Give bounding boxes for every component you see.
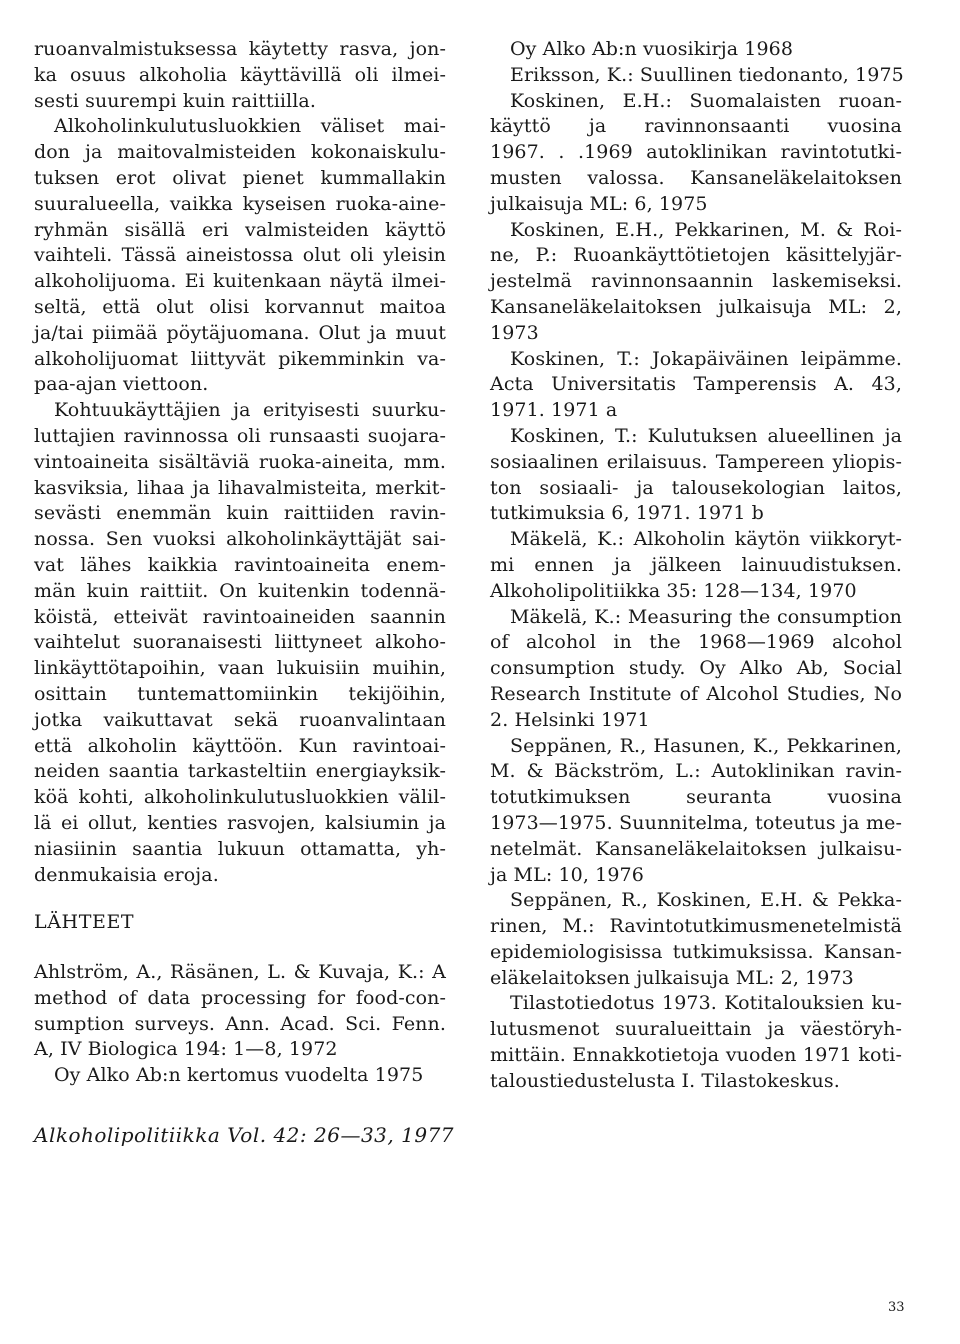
reference-line: ja ML: 10, 1976 bbox=[490, 863, 644, 886]
body-line: nossa. Sen vuoksi alkoholinkäyttäjät sai- bbox=[34, 528, 446, 551]
reference-line: jestelmä ravinnonsaannin laskemiseksi. bbox=[490, 270, 902, 293]
reference-line: Oy Alko Ab:n vuosikirja 1968 bbox=[510, 38, 794, 60]
body-line: lä ei ollut, kenties rasvojen, kalsiumin ja bbox=[34, 811, 446, 834]
reference-line: musten valossa. Kansaneläkelaitoksen bbox=[490, 166, 902, 189]
reference-line: Seppänen, R., Koskinen, E.H. & Pekka- bbox=[510, 889, 902, 912]
right-column bbox=[490, 37, 902, 1095]
body-line: kasviksia, lihaa ja lihavalmisteita, merkit- bbox=[34, 476, 446, 499]
reference-line: ton sosiaali- ja talousekologian laitos, bbox=[490, 476, 902, 499]
body-line: köä kohti, alkoholinkulutusluokkien välil- bbox=[34, 786, 446, 809]
reference-line: totutkimuksen seuranta vuosina bbox=[490, 786, 902, 809]
body-line: köistä, etteivät ravintoaineiden saannin bbox=[34, 605, 446, 628]
reference-line: consumption study. Oy Alko Ab, Social bbox=[490, 657, 902, 680]
body-line: luttajien ravinnossa oli runsaasti suojara- bbox=[34, 424, 446, 447]
reference-line: M. & Bäckström, L.: Autoklinikan ravin- bbox=[490, 760, 902, 783]
reference-line: Research Institute of Alcohol Studies, No bbox=[490, 682, 902, 705]
reference-line: ne, P.: Ruoankäyttötietojen käsittelyjär- bbox=[490, 244, 902, 267]
reference-line: Kansaneläkelaitoksen julkaisuja ML: 2, bbox=[490, 295, 902, 318]
reference-line: epidemiologisissa tutkimuksissa. Kansan- bbox=[490, 940, 902, 963]
body-line: sesti suurempi kuin raittiilla. bbox=[34, 89, 316, 112]
body-line: osittain tuntemattomiinkin tekijöihin, bbox=[34, 682, 446, 705]
reference-line: Oy Alko Ab:n kertomus vuodelta 1975 bbox=[54, 1064, 424, 1087]
body-line: män kuin raittiit. On kuitenkin todennä- bbox=[34, 579, 446, 602]
reference-line: sumption surveys. Ann. Acad. Sci. Fenn. bbox=[34, 1012, 446, 1035]
body-line: että alkoholin käyttöön. Kun ravintoai- bbox=[34, 734, 446, 757]
reference-line: Tilastotiedotus 1973. Kotitalouksien ku- bbox=[510, 992, 902, 1015]
body-line: linkäyttötapoihin, vaan lukuisiin muihin, bbox=[34, 657, 446, 680]
body-line: vat lähes kaikkia ravintoaineita enem- bbox=[34, 553, 446, 576]
reference-line: netelmät. Kansaneläkelaitoksen julkaisu- bbox=[490, 837, 902, 860]
reference-line: 1973—1975. Suunnitelma, toteutus ja me- bbox=[490, 811, 902, 834]
references-list-right bbox=[490, 37, 902, 1095]
reference-line: Seppänen, R., Hasunen, K., Pekkarinen, bbox=[510, 734, 902, 757]
reference-line: Alkoholipolitiikka 35: 128—134, 1970 bbox=[490, 579, 857, 602]
reference-line: käyttö ja ravinnonsaanti vuosina bbox=[490, 115, 902, 138]
body-text bbox=[34, 37, 446, 888]
reference-line: Koskinen, E.H.: Suomalaisten ruoan- bbox=[510, 89, 902, 112]
body-line: suuralueella, vaikka kyseisen ruoka-aine- bbox=[34, 192, 446, 215]
body-line: jotka vaikuttavat sekä ruoanvalintaan bbox=[34, 708, 446, 731]
references-list-left bbox=[34, 960, 446, 1089]
body-line: niasiinin saantia lukuun ottamatta, yh- bbox=[34, 837, 446, 860]
body-line: ruoanvalmistuksessa käytetty rasva, jon- bbox=[34, 38, 446, 60]
reference-line: taloustiedustelusta I. Tilastokeskus. bbox=[490, 1069, 840, 1092]
reference-line: Koskinen, T.: Kulutuksen alueellinen ja bbox=[510, 424, 902, 447]
reference-line: Eriksson, K.: Suullinen tiedonanto, 1975 bbox=[510, 63, 904, 86]
reference-line: 2. Helsinki 1971 bbox=[490, 708, 650, 731]
body-line: ja/tai piimää pöytäjuomana. Olut ja muut bbox=[34, 321, 446, 344]
body-line: alkoholijuomat liittyvät pikemminkin va- bbox=[34, 347, 446, 370]
reference-line: A, IV Biologica 194: 1—8, 1972 bbox=[34, 1038, 338, 1061]
reference-line: Acta Universitatis Tamperensis A. 43, bbox=[490, 373, 902, 396]
reference-line: method of data processing for food-con- bbox=[34, 986, 446, 1009]
body-line: vaihteli. Tässä aineistossa olut oli yleisin bbox=[34, 244, 446, 267]
references-heading: LÄHTEET bbox=[34, 911, 135, 934]
body-line: vaihtelut suoranaisesti liittyneet alkoho- bbox=[34, 631, 446, 654]
reference-line: Koskinen, E.H., Pekkarinen, M. & Roi- bbox=[510, 218, 902, 241]
body-line: tuksen erot olivat pienet kummallakin bbox=[34, 166, 446, 189]
body-line: seltä, että olut olisi korvannut maitoa bbox=[34, 295, 446, 318]
body-line: sevästi enemmän kuin raittiiden ravin- bbox=[34, 502, 446, 525]
reference-line: lutusmenot suuralueittain ja väestöryh- bbox=[490, 1018, 902, 1041]
reference-line: sosiaalinen erilaisuus. Tampereen yliopis- bbox=[490, 450, 902, 473]
reference-line: Mäkelä, K.: Alkoholin käytön viikkoryt- bbox=[510, 528, 902, 551]
body-line: ka osuus alkoholia käyttävillä oli ilmei- bbox=[34, 63, 446, 86]
left-column bbox=[34, 37, 446, 1089]
reference-line: 1971. 1971 a bbox=[490, 399, 618, 422]
body-line: Kohtuukäyttäjien ja erityisesti suurku- bbox=[54, 399, 446, 422]
body-line: vintoaineita sisältäviä ruoka-aineita, mm. bbox=[34, 450, 446, 473]
reference-line: 1967. . .1969 autoklinikan ravintotutki- bbox=[490, 141, 902, 164]
reference-line: rinen, M.: Ravintotutkimusmenetelmistä bbox=[490, 915, 902, 938]
page-number: 33 bbox=[888, 1300, 905, 1315]
reference-line: julkaisuja ML: 6, 1975 bbox=[490, 192, 708, 215]
reference-line: of alcohol in the 1968—1969 alcohol bbox=[490, 631, 902, 654]
reference-line: tutkimuksia 6, 1971. 1971 b bbox=[490, 502, 764, 525]
body-line: ryhmän sisällä eri valmisteiden käyttö bbox=[34, 218, 446, 241]
reference-line: 1973 bbox=[490, 321, 539, 344]
body-line: paa-ajan viettoon. bbox=[34, 373, 209, 396]
reference-line: Ahlström, A., Räsänen, L. & Kuvaja, K.: A bbox=[34, 961, 446, 984]
body-line: neiden saantia tarkasteltiin energiayksik- bbox=[34, 760, 446, 783]
reference-line: Mäkelä, K.: Measuring the consumption bbox=[510, 605, 902, 628]
journal-citation: Alkoholipolitiikka Vol. 42: 26—33, 1977 bbox=[34, 1123, 455, 1147]
reference-line: Koskinen, T.: Jokapäiväinen leipämme. bbox=[510, 347, 902, 370]
reference-line: mittäin. Ennakkotietoja vuoden 1971 koti- bbox=[490, 1044, 902, 1067]
reference-line: eläkelaitoksen julkaisuja ML: 2, 1973 bbox=[490, 966, 854, 989]
body-line: Alkoholinkulutusluokkien väliset mai- bbox=[54, 115, 446, 138]
body-line: alkoholijuoma. Ei kuitenkaan näytä ilmei- bbox=[34, 270, 446, 293]
body-line: don ja maitovalmisteiden kokonaiskulu- bbox=[34, 141, 446, 164]
reference-line: mi ennen ja jälkeen lainuudistuksen. bbox=[490, 553, 902, 576]
body-line: denmukaisia eroja. bbox=[34, 863, 219, 886]
